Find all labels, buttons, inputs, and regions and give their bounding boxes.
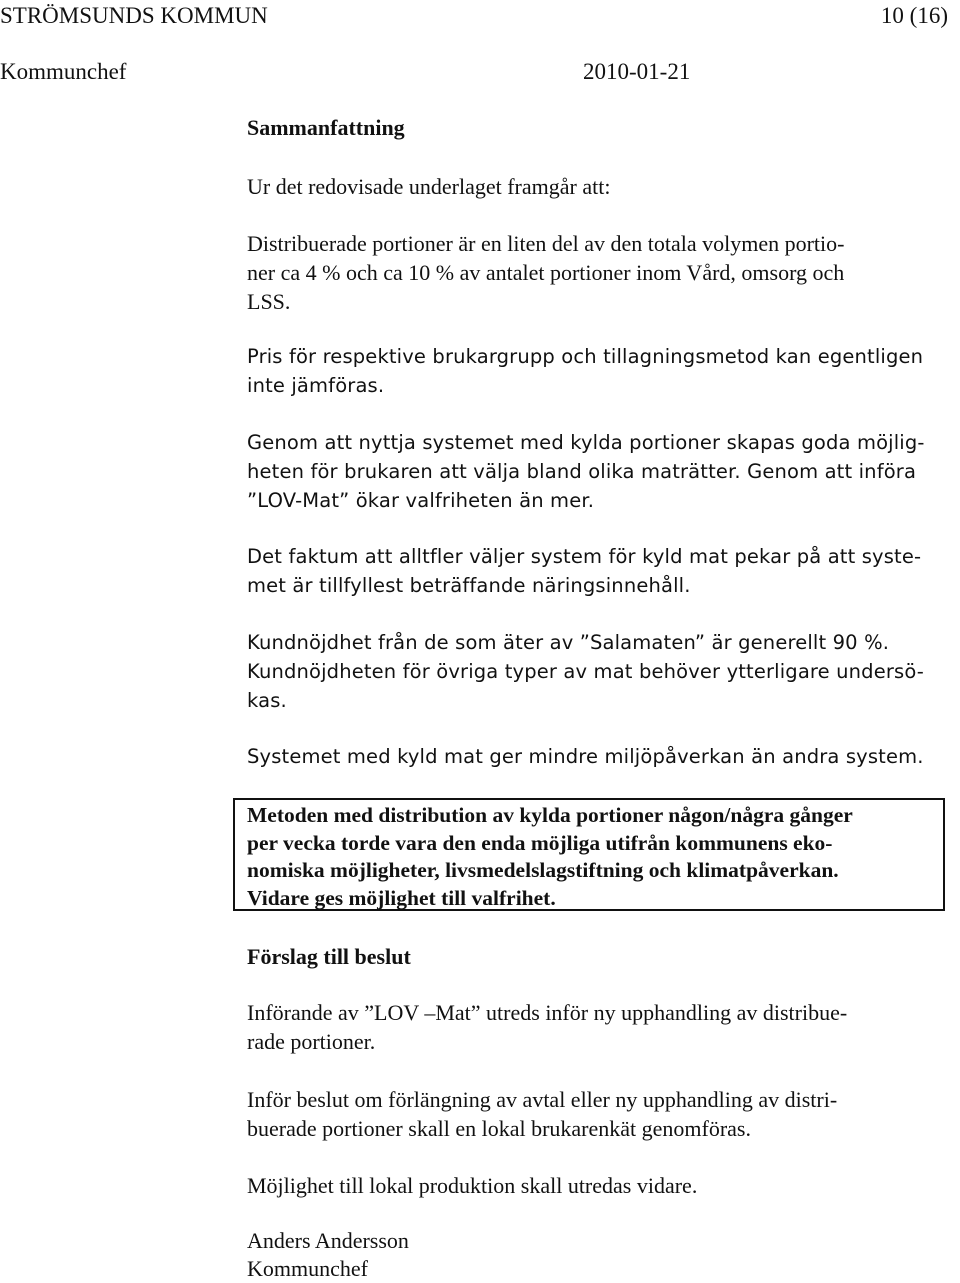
author-role: Kommunchef (0, 59, 127, 84)
text-line: heten för brukaren att välja bland olika maträtter. Genom att införa (247, 460, 917, 483)
summary-paragraph-2 (247, 342, 947, 400)
text-line: Systemet med kyld mat ger mindre miljöpåverkan än andra system. (247, 745, 924, 768)
proposal-paragraph-1 (247, 998, 947, 1056)
text-line: ”LOV-Mat” ökar valfriheten än mer. (247, 489, 595, 512)
text-line: Möjlighet till lokal produktion skall utredas vidare. (247, 1173, 698, 1198)
signature-title: Kommunchef (247, 1256, 368, 1281)
text-line: per vecka torde vara den enda möjliga utifrån kommunens eko- (247, 830, 833, 855)
text-line: Det faktum att alltfler väljer system för kyld mat pekar på att syste- (247, 545, 922, 568)
text-line: Kundnöjdheten för övriga typer av mat behöver ytterligare undersö- (247, 660, 924, 683)
summary-paragraph-6 (247, 742, 947, 771)
text-line: Distribuerade portioner är en liten del av den totala volymen portio- (247, 231, 845, 256)
text-line: rade portioner. (247, 1029, 376, 1054)
conclusion-text (247, 802, 853, 912)
text-line: Inför beslut om förlängning av avtal eller ny upphandling av distri- (247, 1087, 838, 1112)
summary-heading: Sammanfattning (247, 115, 405, 140)
proposal-paragraph-2 (247, 1085, 947, 1143)
text-line: met är tillfyllest beträffande näringsinnehåll. (247, 574, 691, 597)
text-line: nomiska möjligheter, livsmedelslagstiftning och klimatpåverkan. (247, 858, 839, 882)
text-line: kas. (247, 689, 287, 712)
text-line: LSS. (247, 289, 291, 314)
text-line: ner ca 4 % och ca 10 % av antalet portioner inom Vård, omsorg och (247, 260, 845, 285)
text-line: buerade portioner skall en lokal brukarenkät genomföras. (247, 1116, 751, 1141)
proposal-heading: Förslag till beslut (247, 944, 411, 969)
summary-paragraph-1 (247, 229, 947, 316)
text-line: Införande av ”LOV –Mat” utreds inför ny upphandling av distribue- (247, 1000, 848, 1025)
document-date: 2010-01-21 (583, 59, 691, 84)
text-line: Genom att nyttja systemet med kylda portioner skapas goda möjlig- (247, 431, 925, 454)
signature-name: Anders Andersson (247, 1228, 409, 1253)
text-line: Vidare ges möjlighet till valfrihet. (247, 885, 556, 910)
text-line: Kundnöjdhet från de som äter av ”Salamaten” är generellt 90 %. (247, 631, 890, 654)
text-line: Metoden med distribution av kylda portioner någon/några gånger (247, 803, 853, 827)
organization-name: STRÖMSUNDS KOMMUN (0, 3, 268, 28)
summary-intro: Ur det redovisade underlaget framgår att: (247, 174, 611, 199)
proposal-paragraph-3 (247, 1171, 947, 1200)
text-line: Pris för respektive brukargrupp och tillagningsmetod kan egentligen (247, 345, 924, 368)
page-number: 10 (16) (880, 3, 948, 28)
summary-paragraph-5 (247, 628, 947, 715)
text-line: inte jämföras. (247, 374, 385, 397)
summary-paragraph-4 (247, 542, 947, 600)
summary-paragraph-3 (247, 428, 947, 515)
